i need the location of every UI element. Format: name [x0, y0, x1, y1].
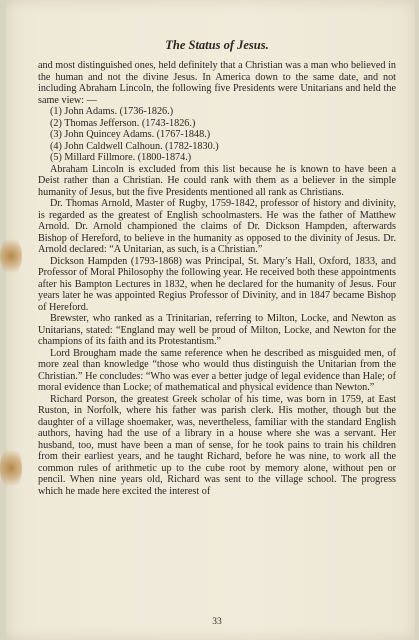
book-page [6, 0, 415, 640]
page-stain [0, 236, 22, 276]
paragraph: Dickson Hampden (1793-1868) was Principal, St. Mary’s Hall, Oxford, 1833, and Professor of Moral Philosophy the following year. He received both these appointments after his Bampton Lectures in 1832, when he declared for the humanity of Jesus. Four years later he was appointed Regius Professor of Divinity, and in 1847 became Bishop of Hereford. [38, 255, 396, 313]
paragraph: Lord Brougham made the same reference when he described as misguided men, of more zeal than knowledge “those who would thus distinguish the Unitarian from the Christian.” He concludes: “Who was ever a better judge of legal evidence than Hale; of moral evidence than Locke; of mathematical and physical evidence than Newton.” [38, 347, 396, 393]
page-content [38, 0, 396, 627]
page-stain [0, 446, 22, 490]
list-item: (3) John Quincey Adams. (1767-1848.) [50, 129, 211, 140]
page-title: The Status of Jesus. [165, 38, 269, 52]
paragraph: and most distinguished ones, held definitely that a Christian was a man who believed in the human and not the divine Jesus. In America down to the same date, and not including Abraham Lincoln, the following five Presidents were Unitarians and held the same view: — [38, 60, 396, 106]
page-body [38, 60, 396, 497]
paragraph: Abraham Lincoln is excluded from this list because he is known to have been a Deist rather than a Christian. He could rank with them as a believer in the simple humanity of Jesus, but the five Presidents mentioned all rank as Christians. [38, 163, 396, 198]
list-item: (4) John Caldwell Calhoun. (1782-1830.) [50, 140, 219, 152]
paragraph: Dr. Thomas Arnold, Master of Rugby, 1759-1842, professor of history and divinity, is regarded as the greatest of English schoolmasters. He was the father of Matthew Arnold. Dr. Arnold championed the claims of Dr. Dickson Hampden, afterwards Bishop of Hereford, to believe in the humanity as opposed to the divinity of Jesus. Dr. Arnold declared: “A Unitarian, as such, is a Christian.” [38, 198, 396, 255]
paragraph: Richard Porson, the greatest Greek scholar of his time, was born in 1759, at East Ruston, in Norfolk, where his father was parish clerk. His mother, though but the daughter of a village shoemaker, was, nevertheless, familiar with the standard English authors, having had the use of a library in a house where she was a servant. Her husband, too, must have been a man of sense, for he took pains to train his children from their earliest years, and he taught Richard, before he was nine, to work all the common rules of arithmetic up to the cube root by memory alone, without pen or pencil. When nine years old, Richard was sent to the village school. The progress which he made here excited the interest of [38, 393, 396, 497]
list-item: (5) Millard Fillmore. (1800-1874.) [50, 152, 192, 163]
list-item: (2) Thomas Jefferson. (1743-1826.) [50, 117, 196, 129]
paragraph: Brewster, who ranked as a Trinitarian, referring to Milton, Locke, and Newton as Unitarians, stated: “England may well be proud of Milton, Locke, and Newton for the champions of its faith and its Protestantism.” [38, 313, 396, 347]
presidents-list [38, 106, 396, 164]
page-number: 33 [212, 617, 222, 627]
list-item: (1) John Adams. (1736-1826.) [50, 106, 174, 117]
